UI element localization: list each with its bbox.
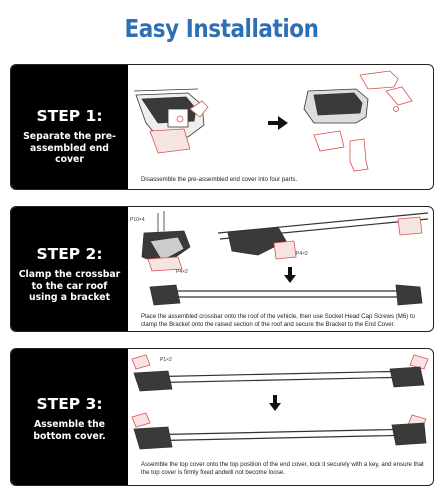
step-2-caption: Place the assembled crossbar onto the roof of the vehicle, then use Socket Head Cap Screws (M6) to clamp the Bracket onto the raised section of the roof and secure the Bracket to the End Cover. xyxy=(141,313,416,328)
callout-p1: P1×2 xyxy=(160,357,172,363)
step-1-illustration xyxy=(128,65,433,175)
crossbar-top-cover xyxy=(132,355,428,391)
step-1-caption: Disassemble the pre-assembled end cover into four parts. xyxy=(141,176,298,183)
bracket-closeup xyxy=(142,211,190,271)
callout-p10: P10×4 xyxy=(130,217,145,223)
step-3-description: Assemble the bottom cover. xyxy=(33,419,106,442)
step-2-description: Clamp the crossbar to the car roof using a bracket xyxy=(18,269,121,303)
callout-p4-left: P4×2 xyxy=(176,269,188,275)
arrow-down-icon xyxy=(269,395,281,411)
step-1-sidebar xyxy=(11,65,128,189)
step-2-sidebar xyxy=(11,207,128,331)
step-2-illustration xyxy=(128,207,433,309)
arrow-right-icon xyxy=(268,116,288,130)
step-3-sidebar xyxy=(11,349,128,485)
crossbar-assembled-final xyxy=(132,413,426,449)
arrow-down-icon xyxy=(284,267,296,283)
page-title: Easy Installation xyxy=(124,14,319,43)
assembled-end-cover xyxy=(134,89,208,153)
step-1-panel xyxy=(10,64,434,190)
step-1-description: Separate the pre-assembled end cover xyxy=(23,131,116,165)
step-2-panel xyxy=(10,206,434,332)
step-1-label: STEP 1: xyxy=(36,107,103,125)
callout-p4-right: P4×2 xyxy=(296,251,308,257)
step-2-label: STEP 2: xyxy=(36,245,103,263)
step-3-panel xyxy=(10,348,434,486)
exploded-end-cover-parts xyxy=(304,71,412,171)
step-3-caption: Assemble the top cover onto the top position of the end cover, lock it securely with a key, and ensure that the top cover is firmly fixed andwill not become loose. xyxy=(141,461,424,476)
crossbar-installed xyxy=(150,285,422,305)
step-3-illustration xyxy=(128,349,433,459)
step-3-label: STEP 3: xyxy=(36,395,103,413)
crossbar-on-roof-top xyxy=(218,213,428,259)
